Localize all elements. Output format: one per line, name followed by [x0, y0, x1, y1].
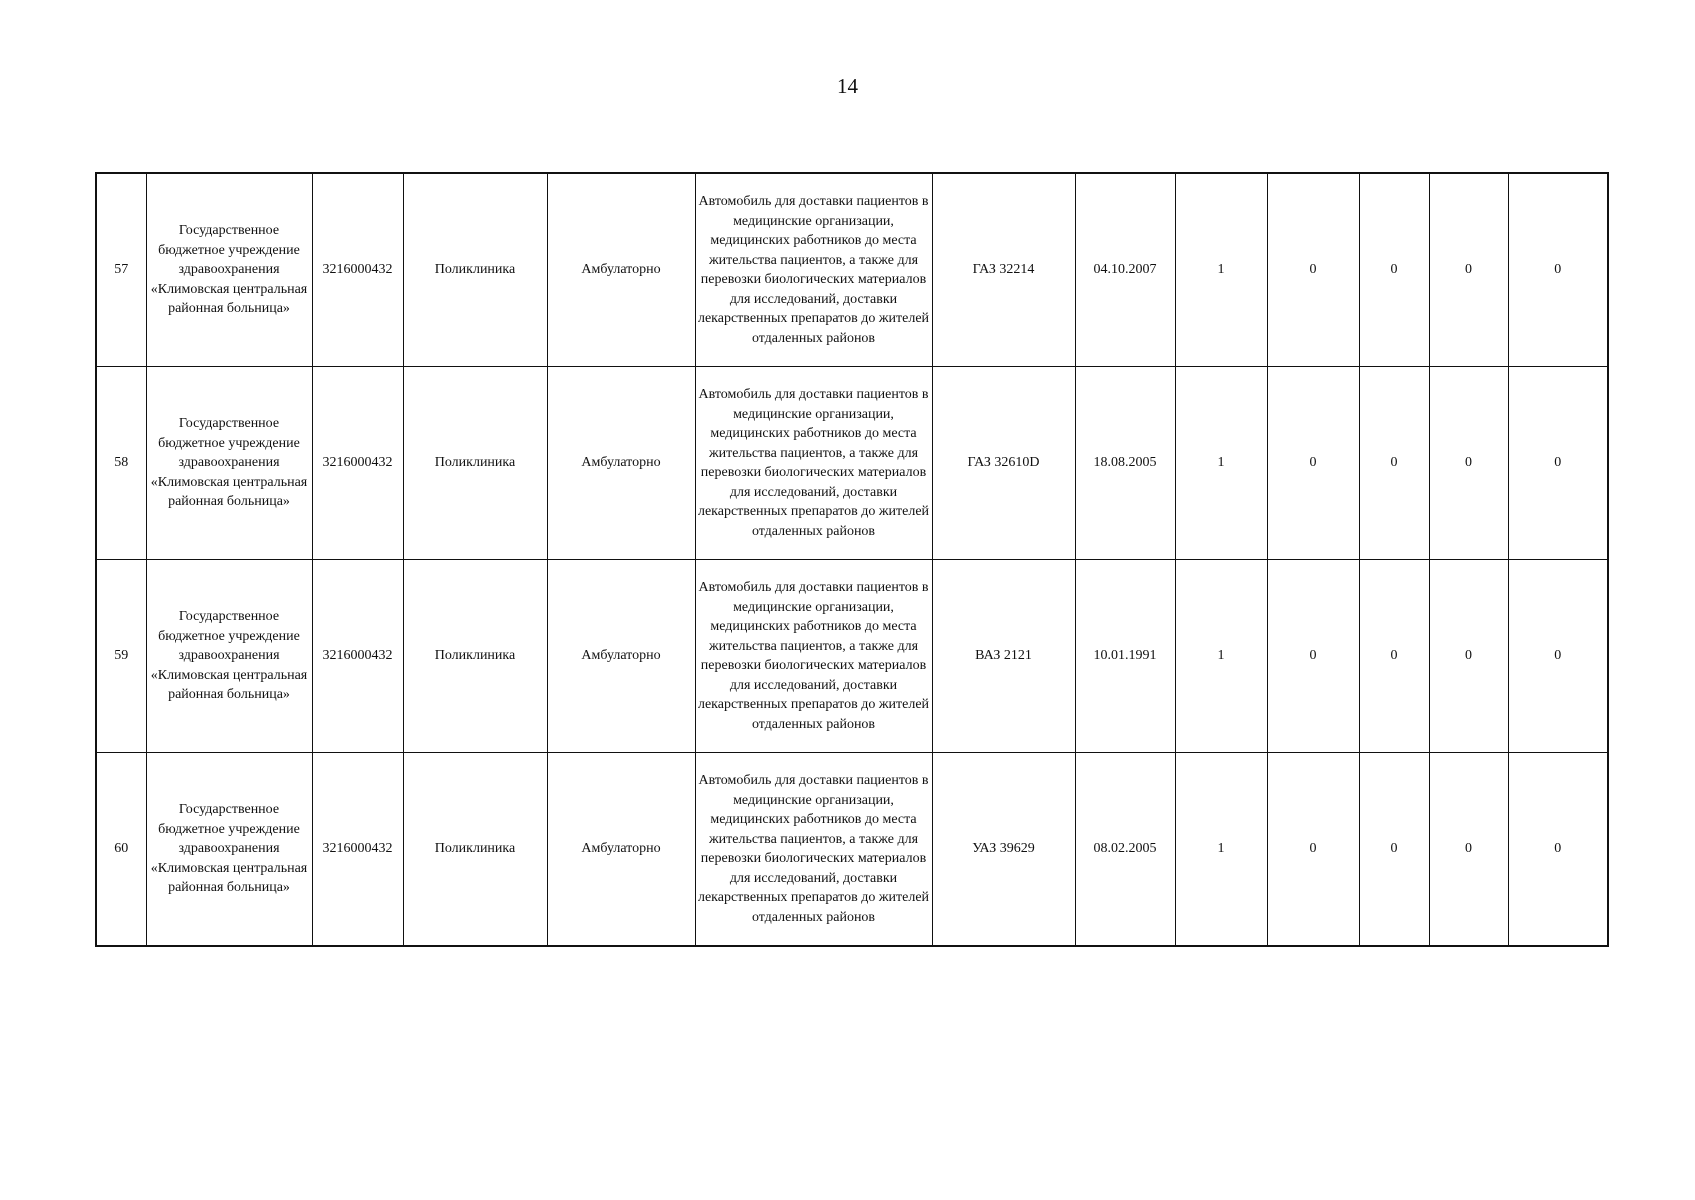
page-number: 14 — [837, 74, 858, 98]
vehicle-purpose-cell: Автомобиль для доставки пациентов в медицинские организации, медицинских работников до места жительства пациентов, а также для перевозки биологических материалов для исследований, доставки лекарственных препаратов до жителей отдаленных районов — [695, 367, 932, 560]
unit-cell: Поликлиника — [403, 753, 547, 947]
count-cell: 0 — [1508, 753, 1608, 947]
count-cell: 0 — [1359, 367, 1429, 560]
count-cell: 1 — [1175, 753, 1267, 947]
count-cell: 0 — [1267, 173, 1359, 367]
care-type-cell: Амбулаторно — [547, 753, 695, 947]
organization-cell: Государственное бюджетное учреждение здравоохранения «Климовская центральная районная больница» — [146, 367, 312, 560]
date-cell: 04.10.2007 — [1075, 173, 1175, 367]
table-row — [96, 560, 1608, 753]
inn-cell: 3216000432 — [312, 173, 403, 367]
count-cell: 0 — [1429, 367, 1508, 560]
date-cell: 10.01.1991 — [1075, 560, 1175, 753]
care-type-cell: Амбулаторно — [547, 173, 695, 367]
vehicle-purpose-cell: Автомобиль для доставки пациентов в медицинские организации, медицинских работников до места жительства пациентов, а также для перевозки биологических материалов для исследований, доставки лекарственных препаратов до жителей отдаленных районов — [695, 753, 932, 947]
count-cell: 1 — [1175, 173, 1267, 367]
count-cell: 0 — [1267, 367, 1359, 560]
vehicle-model-cell: УАЗ 39629 — [932, 753, 1075, 947]
row-number-cell: 57 — [96, 173, 146, 367]
inn-cell: 3216000432 — [312, 753, 403, 947]
count-cell: 0 — [1429, 173, 1508, 367]
count-cell: 0 — [1359, 173, 1429, 367]
unit-cell: Поликлиника — [403, 367, 547, 560]
table-row — [96, 753, 1608, 947]
organization-cell: Государственное бюджетное учреждение здравоохранения «Климовская центральная районная больница» — [146, 560, 312, 753]
inn-cell: 3216000432 — [312, 367, 403, 560]
count-cell: 1 — [1175, 560, 1267, 753]
count-cell: 0 — [1267, 560, 1359, 753]
unit-cell: Поликлиника — [403, 173, 547, 367]
count-cell: 1 — [1175, 367, 1267, 560]
table-row — [96, 367, 1608, 560]
care-type-cell: Амбулаторно — [547, 367, 695, 560]
count-cell: 0 — [1429, 560, 1508, 753]
count-cell: 0 — [1429, 753, 1508, 947]
vehicle-model-cell: ГАЗ 32610D — [932, 367, 1075, 560]
date-cell: 18.08.2005 — [1075, 367, 1175, 560]
vehicle-model-cell: ГАЗ 32214 — [932, 173, 1075, 367]
row-number-cell: 60 — [96, 753, 146, 947]
vehicle-model-cell: ВАЗ 2121 — [932, 560, 1075, 753]
organization-cell: Государственное бюджетное учреждение здравоохранения «Климовская центральная районная больница» — [146, 753, 312, 947]
count-cell: 0 — [1359, 560, 1429, 753]
count-cell: 0 — [1267, 753, 1359, 947]
count-cell: 0 — [1508, 560, 1608, 753]
care-type-cell: Амбулаторно — [547, 560, 695, 753]
count-cell: 0 — [1508, 367, 1608, 560]
table-row — [96, 173, 1608, 367]
row-number-cell: 59 — [96, 560, 146, 753]
date-cell: 08.02.2005 — [1075, 753, 1175, 947]
count-cell: 0 — [1359, 753, 1429, 947]
vehicle-purpose-cell: Автомобиль для доставки пациентов в медицинские организации, медицинских работников до места жительства пациентов, а также для перевозки биологических материалов для исследований, доставки лекарственных препаратов до жителей отдаленных районов — [695, 560, 932, 753]
row-number-cell: 58 — [96, 367, 146, 560]
vehicle-purpose-cell: Автомобиль для доставки пациентов в медицинские организации, медицинских работников до места жительства пациентов, а также для перевозки биологических материалов для исследований, доставки лекарственных препаратов до жителей отдаленных районов — [695, 173, 932, 367]
count-cell: 0 — [1508, 173, 1608, 367]
unit-cell: Поликлиника — [403, 560, 547, 753]
organization-cell: Государственное бюджетное учреждение здравоохранения «Климовская центральная районная больница» — [146, 173, 312, 367]
inn-cell: 3216000432 — [312, 560, 403, 753]
vehicle-table — [95, 172, 1609, 947]
